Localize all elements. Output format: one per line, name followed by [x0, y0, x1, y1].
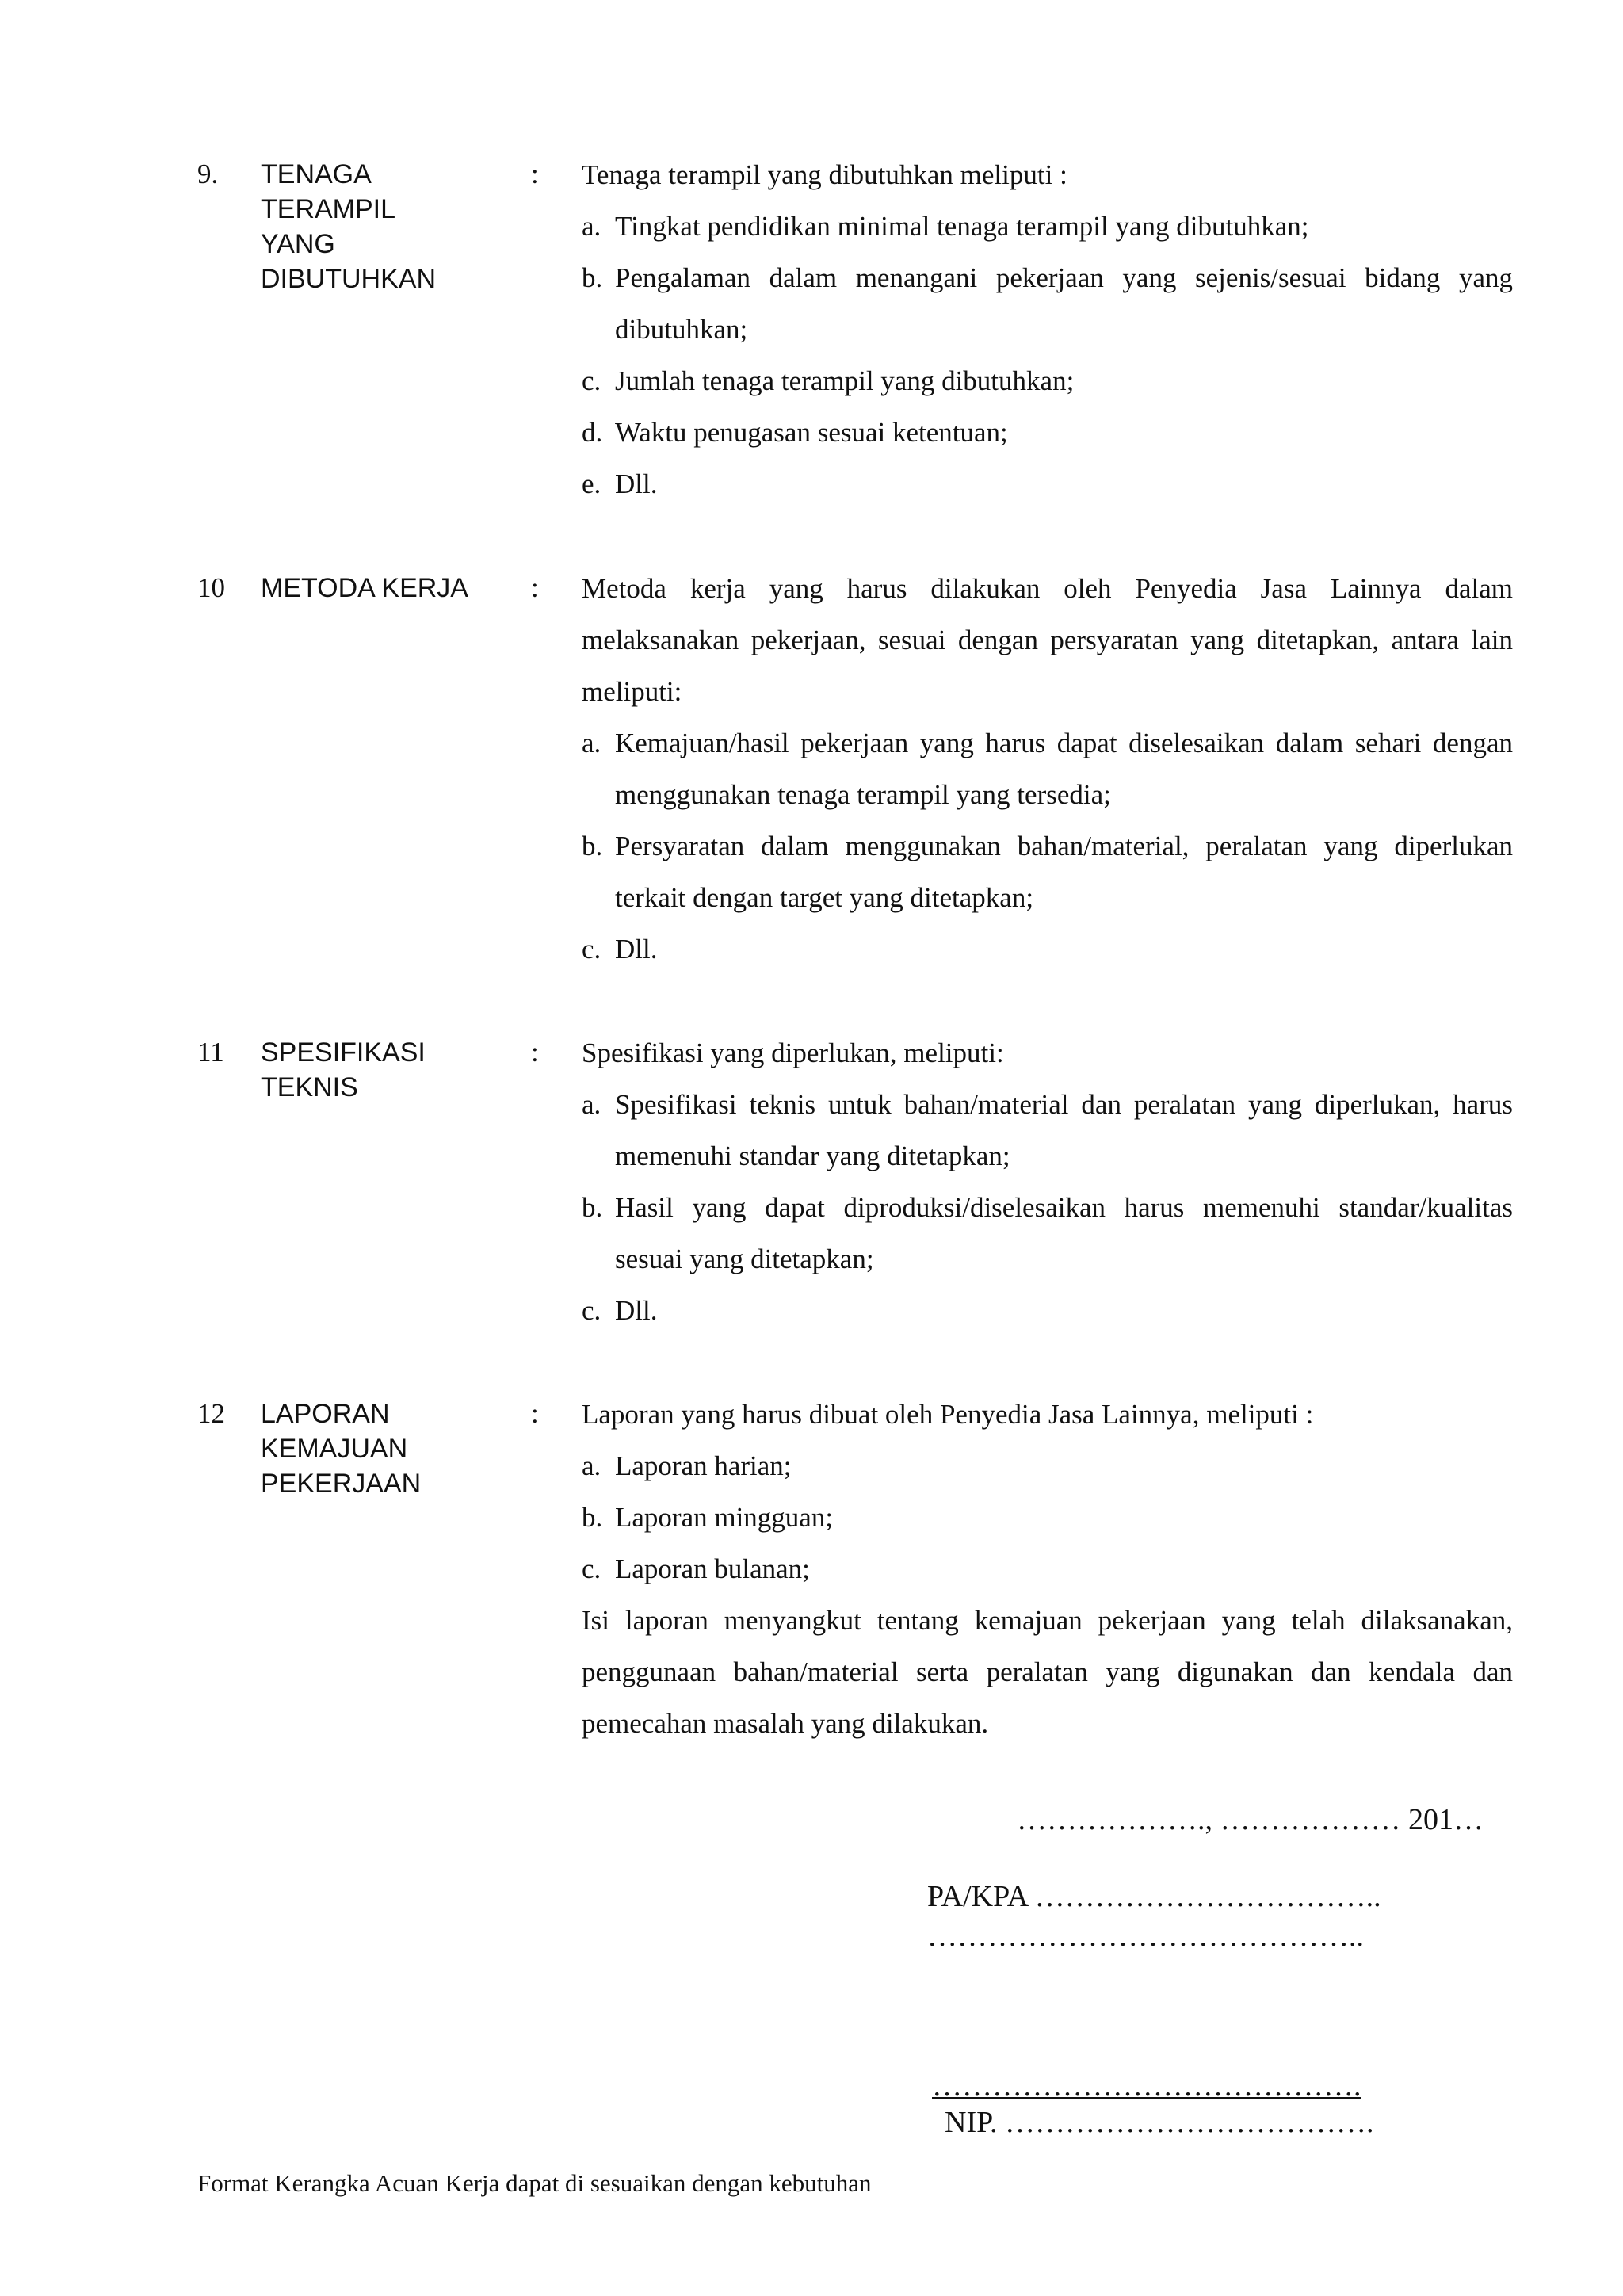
section-title-line: TEKNIS: [261, 1072, 358, 1102]
section-colon: :: [531, 1037, 539, 1068]
section-intro: Metoda kerja yang harus dilakukan oleh Penyedia Jasa Lainnya dalam melaksanakan pekerjaan, sesuai dengan persyaratan yang ditetapkan, antara lain meliputi:: [582, 573, 1513, 707]
section-body: [582, 563, 1513, 975]
section-body: [582, 1389, 1513, 1749]
item-text: Laporan bulanan;: [615, 1553, 810, 1584]
section-title-line: KEMAJUAN: [261, 1434, 408, 1464]
signature-role-line2: ……………………………………..: [927, 1920, 1364, 1953]
item-text: Kemajuan/hasil pekerjaan yang harus dapat diselesaikan dalam sehari dengan menggunakan tenaga terampil yang tersedia;: [615, 728, 1513, 810]
section-title-line: METODA KERJA: [261, 573, 468, 603]
item-list: [582, 1079, 1513, 1336]
item-label: b.: [582, 1502, 603, 1533]
item-text: Pengalaman dalam menangani pekerjaan yang sejenis/sesuai bidang yang dibutuhkan;: [615, 262, 1513, 345]
section-colon: :: [531, 572, 539, 603]
item-label: c.: [582, 365, 601, 396]
list-item: [582, 1440, 1513, 1492]
item-text: Jumlah tenaga terampil yang dibutuhkan;: [615, 365, 1075, 396]
section-colon: :: [531, 1398, 539, 1429]
list-item: [582, 201, 1513, 252]
item-label: b.: [582, 831, 603, 861]
section-title-line: DIBUTUHKAN: [261, 264, 437, 294]
item-text: Dll.: [615, 1295, 658, 1326]
item-label: c.: [582, 1553, 601, 1584]
signature-place-date: ………………., ……………… 201…: [1017, 1803, 1484, 1836]
list-item: [582, 252, 1513, 355]
section-number: 11: [197, 1037, 224, 1068]
section-title: [261, 1035, 491, 1105]
signature-nip: NIP. ……………………………….: [945, 2106, 1374, 2139]
section-intro: Tenaga terampil yang dibutuhkan meliputi :: [582, 159, 1067, 190]
item-text: Dll.: [615, 934, 658, 965]
section-title-line: TENAGA: [261, 159, 372, 189]
list-item: [582, 1492, 1513, 1543]
section-colon: :: [531, 159, 539, 189]
section-title-line: TERAMPIL: [261, 194, 396, 224]
item-text: Spesifikasi teknis untuk bahan/material dan peralatan yang diperlukan, harus memenuhi standar yang ditetapkan;: [615, 1089, 1513, 1171]
list-item: [582, 355, 1513, 407]
item-label: a.: [582, 1450, 601, 1481]
item-label: e.: [582, 468, 601, 499]
item-list: [582, 717, 1513, 975]
item-list: [582, 1440, 1513, 1595]
signature-role: PA/KPA ……………………………..: [927, 1880, 1381, 1913]
list-item: [582, 1285, 1513, 1336]
list-item: [582, 923, 1513, 975]
section-title-line: YANG: [261, 229, 335, 259]
item-text: Waktu penugasan sesuai ketentuan;: [615, 417, 1008, 448]
item-text: Tingkat pendidikan minimal tenaga terampil yang dibutuhkan;: [615, 211, 1309, 242]
item-label: d.: [582, 417, 603, 448]
item-label: a.: [582, 1089, 601, 1120]
item-text: Dll.: [615, 468, 658, 499]
list-item: [582, 407, 1513, 458]
item-label: b.: [582, 1192, 603, 1223]
signature-name-line: …………………………………….: [932, 2069, 1361, 2103]
item-text: Laporan harian;: [615, 1450, 792, 1481]
list-item: [582, 1182, 1513, 1285]
list-item: [582, 717, 1513, 820]
list-item: [582, 1079, 1513, 1182]
item-label: a.: [582, 728, 601, 758]
item-label: a.: [582, 211, 601, 242]
section-intro: Spesifikasi yang diperlukan, meliputi:: [582, 1037, 1004, 1068]
section-title: [261, 1396, 491, 1501]
footer-note: Format Kerangka Acuan Kerja dapat di sesuaikan dengan kebutuhan: [197, 2169, 872, 2197]
section-title-line: SPESIFIKASI: [261, 1037, 426, 1068]
section-body: [582, 1027, 1513, 1336]
section-title-line: LAPORAN: [261, 1399, 390, 1429]
list-item: [582, 1543, 1513, 1595]
item-label: c.: [582, 934, 601, 965]
section-body: [582, 149, 1513, 510]
section-title: [261, 157, 491, 296]
item-label: c.: [582, 1295, 601, 1326]
item-list: [582, 201, 1513, 510]
section-intro: Laporan yang harus dibuat oleh Penyedia Jasa Lainnya, meliputi :: [582, 1399, 1314, 1430]
section-number: 9.: [197, 159, 219, 189]
section-title-line: PEKERJAAN: [261, 1469, 422, 1499]
list-item: [582, 820, 1513, 923]
section-number: 10: [197, 572, 225, 603]
list-item: [582, 458, 1513, 510]
item-label: b.: [582, 262, 603, 293]
section-number: 12: [197, 1398, 225, 1429]
item-text: Hasil yang dapat diproduksi/diselesaikan harus memenuhi standar/kualitas sesuai yang ditetapkan;: [615, 1192, 1513, 1274]
section-outro: Isi laporan menyangkut tentang kemajuan pekerjaan yang telah dilaksanakan, penggunaan bahan/material serta peralatan yang digunakan dan kendala dan pemecahan masalah yang dilakukan.: [582, 1605, 1513, 1739]
section-title: [261, 571, 522, 606]
item-text: Laporan mingguan;: [615, 1502, 834, 1533]
item-text: Persyaratan dalam menggunakan bahan/material, peralatan yang diperlukan terkait dengan target yang ditetapkan;: [615, 831, 1513, 913]
